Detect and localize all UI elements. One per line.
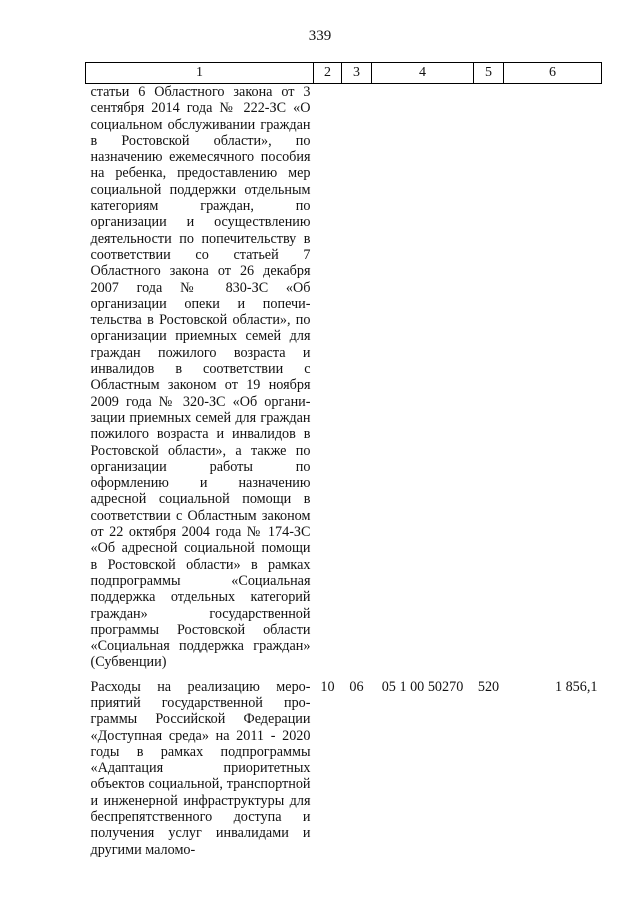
table-row [86,679,602,858]
column-number-header-row [86,63,602,84]
row-description: Расходы на реализацию мероприятий государственной программы Российской Федерации «Доступная среда» на 2011 - 2020 годы в рамках подпрограммы «Адаптация приоритетных объектов социальной, транспортной и инженерной инфраструктуры для беспрепятственного доступа и получения услуг инвалидами и другими маломо- [90,678,311,858]
row-description: статьи 6 Областного закона от 3 сентября 2014 года № 222-ЗС «О социальном обслуживании граждан в Ростовской области», по назначению ежемесячного пособия на ребенка, предоставлению мер социальной поддержки отдельным категориям граждан, по организации и осуществлению деятельности по попечительству в соответствии со статьей 7 Областного закона от 26 декабря 2007 года № 830-ЗС «Об организации опеки и попечительства в Ростовской области», по организации приемных семей для граждан пожилого возраста и инвалидов в соответствии с Областным законом от 19 ноября 2009 года № 320-ЗС «Об организации приемных семей для граждан пожилого возраста и инвалидов в Ростовской области», а также по организации работы по оформлению и назначению адресной социальной помощи в соответствии с Областным законом от 22 октября 2004 года № 174-ЗС «Об адресной социальной помощи в Ростовской области» в рамках подпрограммы «Социальная поддержка отдельных категорий граждан» государственной программы Ростовской области «Социальная поддержка граждан» (Субвенции) [90,84,311,671]
column-header-6: 6 [504,63,602,84]
column-header-2: 2 [314,63,342,84]
row-expense-type-code: 520 [477,678,500,695]
row-section-code [314,84,342,679]
row-target-article-code: 05 1 00 50270 [381,678,464,695]
column-header-3: 3 [342,63,372,84]
table-row [86,84,602,679]
row-amount: 1 856,1 [554,678,598,695]
row-target-article-code [372,84,474,679]
row-amount [504,84,602,679]
row-subsection-code: 06 [349,678,364,695]
page-number: 339 [308,28,332,44]
column-header-5: 5 [474,63,504,84]
row-subsection-code [342,84,372,679]
column-header-4: 4 [372,63,474,84]
budget-table [85,62,602,858]
column-header-1: 1 [86,63,314,84]
row-section-code: 10 [320,678,335,695]
row-expense-type-code [474,84,504,679]
